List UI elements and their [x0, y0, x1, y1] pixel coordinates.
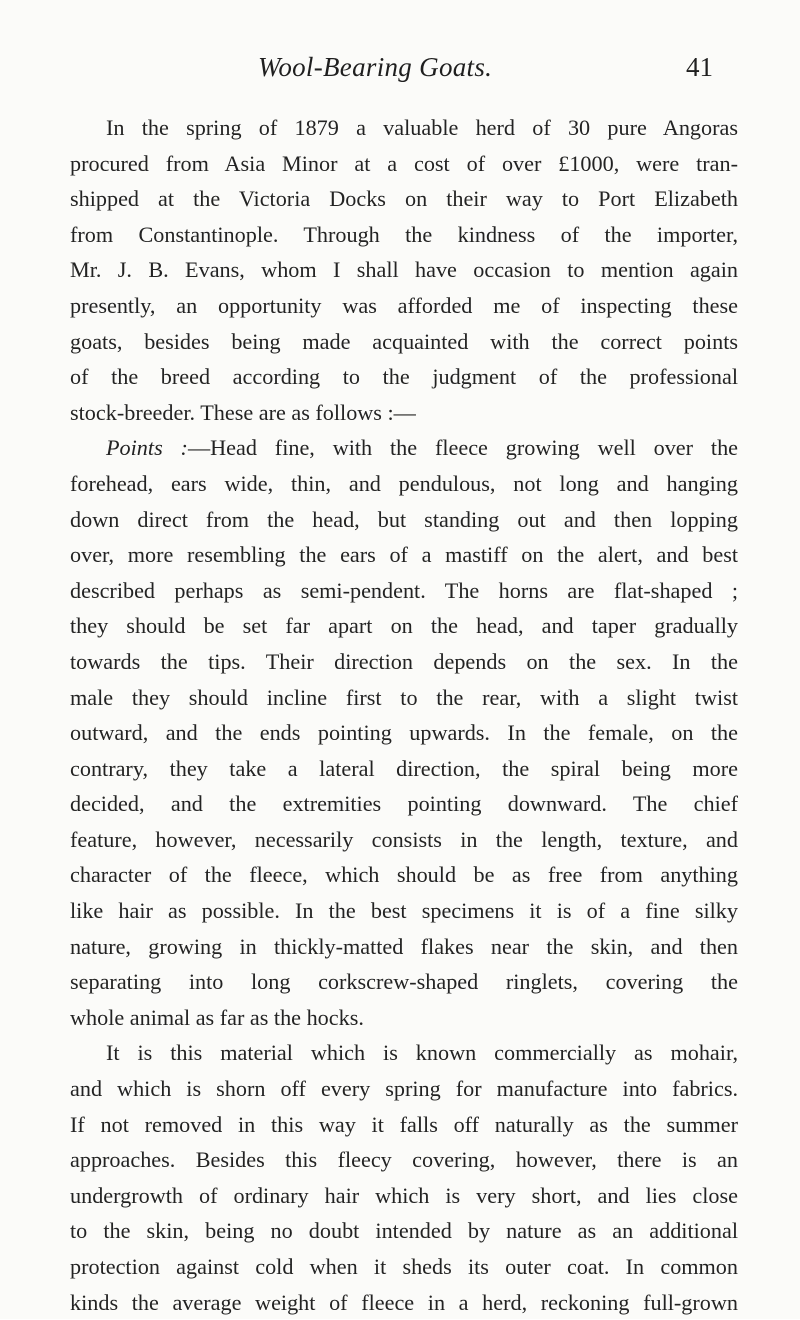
text-line: If not removed in this way it falls off naturally as the summer	[70, 1111, 738, 1137]
text-line: male they should incline first to the rear, with a slight twist	[70, 684, 738, 710]
text-line: outward, and the ends pointing upwards. In the female, on the	[70, 720, 738, 746]
text-line: like hair as possible. In the best specimens it is of a fine silky	[70, 898, 738, 924]
text-line: and which is shorn off every spring for manufacture into fabrics.	[70, 1076, 738, 1102]
text-line: stock-breeder. These are as follows :—	[70, 399, 416, 425]
body-text	[70, 110, 738, 1320]
text-line: protection against cold when it sheds its outer coat. In common	[70, 1254, 738, 1279]
text-line: Mr. J. B. Evans, whom I shall have occasion to mention again	[70, 257, 738, 283]
text-line: they should be set far apart on the head, and taper gradually	[70, 613, 738, 639]
text-line: to the skin, being no doubt intended by nature as an additional	[70, 1218, 738, 1244]
text-line: down direct from the head, but standing out and then lopping	[70, 506, 738, 532]
running-head	[0, 52, 800, 92]
text-line: separating into long corkscrew-shaped ringlets, covering the	[70, 969, 738, 995]
text-line: It is this material which is known commercially as mohair,	[106, 1040, 738, 1066]
points-line	[70, 430, 738, 466]
text-line: goats, besides being made acquainted with the correct points	[70, 328, 738, 354]
text-line: In the spring of 1879 a valuable herd of 30 pure Angoras	[106, 115, 738, 140]
text-line: shipped at the Victoria Docks on their way to Port Elizabeth	[70, 186, 738, 212]
text-line: procured from Asia Minor at a cost of over £1000, were tran-	[70, 150, 738, 176]
text-line: presently, an opportunity was afforded me of inspecting these	[70, 292, 738, 318]
text-line: undergrowth of ordinary hair which is very short, and lies close	[70, 1182, 738, 1208]
text-line: character of the fleece, which should be as free from anything	[70, 862, 738, 888]
text-line: feature, however, necessarily consists in the length, texture, and	[70, 826, 738, 852]
text-line: whole animal as far as the hocks.	[70, 1004, 364, 1030]
text-line: towards the tips. Their direction depends on the sex. In the	[70, 648, 738, 674]
text-line: described perhaps as semi-pendent. The horns are flat-shaped ;	[70, 577, 738, 603]
text-line: decided, and the extremities pointing downward. The chief	[70, 791, 738, 817]
text-line: nature, growing in thickly-matted flakes near the skin, and then	[70, 933, 738, 959]
text-line: forehead, ears wide, thin, and pendulous, not long and hanging	[70, 470, 738, 496]
points-text: —Head fine, with the fleece growing well over the	[187, 435, 739, 461]
text-line: kinds the average weight of fleece in a herd, reckoning full-grown	[70, 1289, 738, 1315]
running-title: Wool-Bearing Goats.	[258, 52, 493, 82]
text-line: contrary, they take a lateral direction, the spiral being more	[70, 755, 738, 781]
points-label: Points :	[106, 435, 188, 461]
text-line: of the breed according to the judgment of the professional	[70, 364, 738, 390]
text-line: over, more resembling the ears of a mastiff on the alert, and best	[70, 542, 738, 568]
page-number: 41	[686, 52, 713, 82]
text-line: approaches. Besides this fleecy covering, however, there is an	[70, 1147, 738, 1173]
text-line: from Constantinople. Through the kindness of the importer,	[70, 221, 738, 247]
